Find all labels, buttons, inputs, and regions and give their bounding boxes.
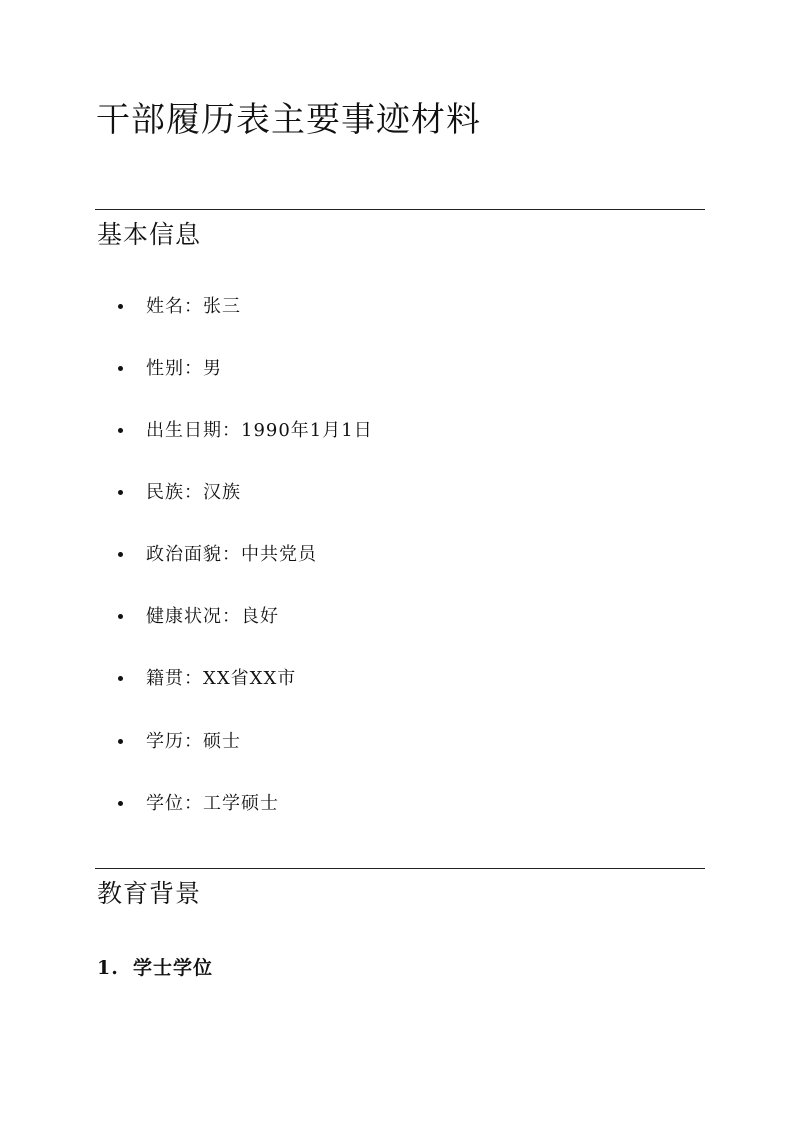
list-item-text: 姓名：张三	[146, 296, 241, 317]
list-item-text: 民族：汉族	[146, 482, 241, 503]
document-title: 干部履历表主要事迹材料	[96, 100, 481, 140]
list-item-text: 政治面貌：中共党员	[146, 544, 317, 565]
bullet-icon	[118, 739, 123, 744]
subsection-heading-bachelor	[97, 953, 213, 983]
subsection-title: 学士学位	[133, 957, 214, 979]
section-heading-education: 教育背景	[97, 879, 202, 908]
bullet-icon	[118, 801, 123, 806]
bullet-icon	[118, 428, 123, 433]
section-divider	[95, 868, 705, 869]
list-item-text: 健康状况：良好	[146, 606, 279, 627]
section-heading-basic-info: 基本信息	[97, 220, 202, 249]
list-item-text: 性别：男	[146, 358, 222, 379]
list-item-text: 学历：硕士	[146, 731, 241, 752]
bullet-icon	[118, 676, 123, 681]
bullet-icon	[118, 614, 123, 619]
list-item-text: 出生日期：1990年1月1日	[146, 420, 373, 441]
bullet-icon	[118, 552, 123, 557]
subsection-number: 1.	[97, 957, 119, 979]
section-divider	[95, 209, 705, 210]
bullet-icon	[118, 366, 123, 371]
list-item-text: 籍贯：XX省XX市	[146, 668, 297, 689]
bullet-icon	[118, 490, 123, 495]
list-item-text: 学位：工学硕士	[146, 793, 279, 814]
bullet-icon	[118, 304, 123, 309]
